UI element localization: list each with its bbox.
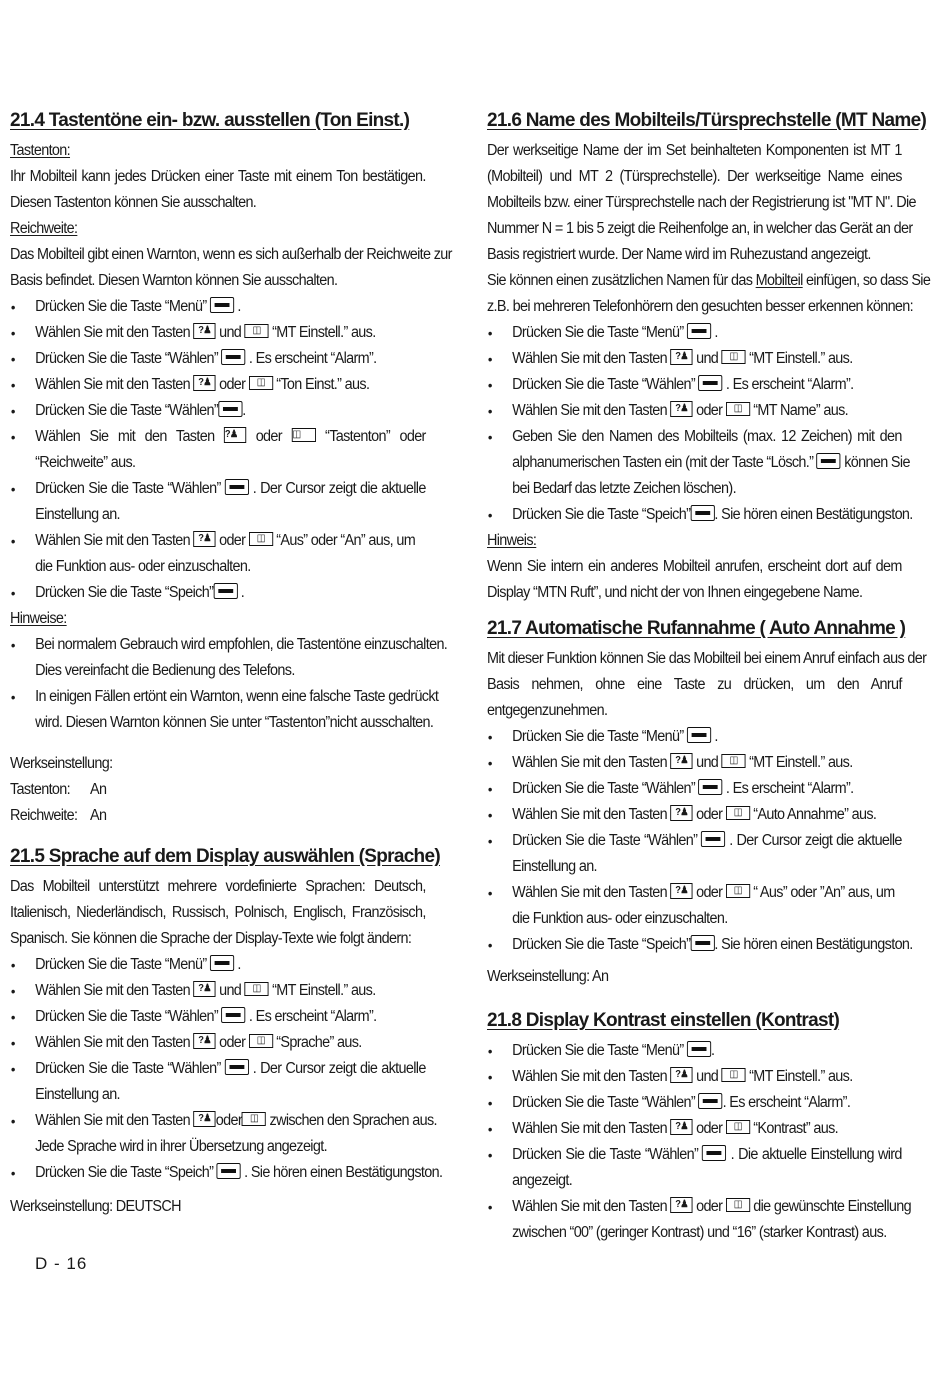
list-item-text: Wählen Sie mit den Tasten [35,1112,191,1129]
section-21-4-title: 21.4 Tastentöne ein- bzw. ausstellen (Ton Einst.) [10,110,410,131]
paragraph-line: Diesen Tastenton können Sie ausschalten. [10,194,257,211]
paragraph-line: Wenn Sie intern ein anderes Mobilteil anrufen, erscheint dort auf dem [487,558,902,575]
list-item-text: Drücken Sie die Taste “Menü” [512,728,684,745]
phonebook-up-icon: ?♟ [670,805,692,821]
list-item-text: oder [219,532,246,549]
list-item-text: und [696,1068,719,1085]
bullet-icon: • [10,1035,15,1051]
list-item [10,632,448,658]
list-item [487,1116,902,1142]
list-item-text: Wählen Sie mit den Tasten [512,1198,668,1215]
factory-setting-row [10,803,426,829]
list-item-text: Drücken Sie die Taste “Wählen” [512,1146,699,1163]
menu-key-icon [213,583,237,599]
phonebook-up-icon: ?♟ [193,981,215,997]
menu-key-icon [687,727,711,743]
list-item-text: Wählen Sie mit den Tasten [35,1034,191,1051]
list-item [10,684,439,710]
paragraph-line [487,268,931,294]
paragraph-line: Nummer N = 1 bis 5 zeigt die Reihenfolge an, in welcher das Gerät an der [487,220,913,237]
paragraph-line: Basis nehmen, ohne eine Taste zu drücken, um den Anruf [487,676,902,693]
paragraph-line: Basis befindet. Diesen Warnton können Sie ausschalten. [10,272,338,289]
book-down-icon: ◫ [726,402,750,416]
book-down-icon: ◫ [242,1112,266,1126]
book-down-icon: ◫ [726,884,750,898]
list-item-text: Wählen Sie mit den Tasten [35,324,191,341]
book-down-icon: ◫ [249,532,273,546]
bullet-icon: • [10,481,15,497]
menu-key-icon [690,505,714,521]
paragraph-line: (Mobilteil) und MT 2 (Türsprechstelle). Der werkseitige Name eines [487,168,902,185]
menu-key-icon [218,401,242,417]
list-item-text: Drücken Sie die Taste “Wählen” [512,1094,696,1111]
bullet-icon: • [487,1199,492,1215]
list-item-text: Drücken Sie die Taste “Speich” [512,506,691,523]
bullet-icon: • [487,1095,492,1111]
list-item: • Drücken Sie die Taste “Menü” . [10,952,426,978]
menu-key-icon [221,1007,245,1023]
book-down-icon: ◫ [291,428,315,442]
factory-setting-row [10,777,426,803]
bullet-icon: • [487,885,492,901]
list-item-continuation: die Funktion aus- oder einzuschalten. [35,558,251,575]
list-item-continuation: Dies vereinfacht die Bedienung des Telefons. [35,662,295,679]
bullet-icon: • [10,299,15,315]
menu-key-icon [690,935,714,951]
list-item-continuation: zwischen “00” (geringer Kontrast) und “16” (starker Kontrast) aus. [512,1224,887,1241]
menu-key-icon [225,1059,249,1075]
phonebook-up-icon: ?♟ [670,401,692,417]
phonebook-up-icon: ?♟ [224,427,246,443]
list-item-text: oder [696,402,723,419]
factory-setting-label: Werkseinstellung: [10,755,113,772]
list-item-text: Drücken Sie die Taste “Wählen” [35,350,219,367]
paragraph-text: Mobilteil [755,272,803,289]
paragraph-line: entgegenzunehmen. [487,702,608,719]
book-down-icon: ◫ [245,324,269,338]
list-item-text: . Es erscheint “Alarm”. [725,376,854,393]
book-down-icon: ◫ [245,982,269,996]
menu-key-icon [698,375,722,391]
bullet-icon: • [10,689,15,705]
list-item-continuation: angezeigt. [512,1172,573,1189]
list-item-text: “MT Einstell.” aus. [272,982,376,999]
bullet-icon: • [10,351,15,367]
menu-key-icon [687,323,711,339]
bullet-icon: • [487,1043,492,1059]
bullet-icon: • [487,833,492,849]
list-item-text: oder [696,1120,723,1137]
list-item [487,1142,902,1168]
list-item-text: “ Aus” oder ”An” aus, um [753,884,895,901]
list-item-text: Drücken Sie die Taste “Wählen” [35,1060,221,1077]
bullet-icon: • [487,403,492,419]
paragraph-line: z.B. bei mehreren Telefonhörern den gesuchten besser erkennen können: [487,298,914,315]
list-item-continuation: Einstellung an. [35,1086,120,1103]
list-item-text: Drücken Sie die Taste “Menü” [512,1042,684,1059]
bullet-icon: • [487,755,492,771]
menu-key-icon [221,349,245,365]
list-item-text: Wählen Sie mit den Tasten [512,350,668,367]
phonebook-up-icon: ?♟ [670,753,692,769]
phonebook-up-icon: ?♟ [670,1197,692,1213]
list-item-text: alphanumerischen Tasten ein (mit der Taste “Lösch.” [512,454,814,471]
bullet-icon: • [10,429,15,445]
list-item-continuation [487,450,910,476]
list-item-text: Drücken Sie die Taste “Wählen” [35,402,219,419]
paragraph-line: Das Mobilteil gibt einen Warnton, wenn es sich außerhalb der Reichweite zur [10,246,452,263]
list-item [487,424,902,450]
section-21-6-title: 21.6 Name des Mobilteils/Türsprechstelle (MT Name) [487,110,927,131]
menu-key-icon [817,453,841,469]
left-column [10,108,457,1220]
bullet-icon: • [10,637,15,653]
list-item-text: oder [219,1034,246,1051]
list-item-text: “Aus” oder “An” aus, um [276,532,416,549]
list-item-continuation: wird. Diesen Warnton können Sie unter “Tastenton”nicht ausschalten. [35,714,434,731]
bullet-icon: • [487,429,492,445]
list-item [10,320,426,346]
phonebook-up-icon: ?♟ [193,323,215,339]
bullet-icon: • [10,403,15,419]
list-item-text: die gewünschte Einstellung [753,1198,912,1215]
subheading-hinweise: Hinweise: [10,610,67,627]
bullet-icon: • [10,1165,15,1181]
list-item-text: Wählen Sie mit den Tasten [512,884,668,901]
list-item-text: Wählen Sie mit den Tasten [512,754,668,771]
list-item-text: oder [696,806,723,823]
paragraph-line: Ihr Mobilteil kann jedes Drücken einer Taste mit einem Ton bestätigen. [10,168,426,185]
list-item-text: und [696,350,719,367]
paragraph-line: Display “MTN Ruft”, und nicht der von Ihnen eingegebene Name. [487,584,863,601]
list-item-continuation: Einstellung an. [35,506,120,523]
list-item-text: . Sie hören einen Bestätigungston. [714,506,913,523]
phonebook-up-icon: ?♟ [193,1111,215,1127]
list-item-text: Drücken Sie die Taste “Speich” [512,936,691,953]
paragraph-text: einfügen, so dass Sie [806,272,931,289]
book-down-icon: ◫ [726,1198,750,1212]
list-item [10,1160,443,1186]
list-item-text: . Sie hören einen Bestätigungston. [714,936,913,953]
list-item-text: Wählen Sie mit den Tasten [512,402,668,419]
list-item: • Drücken Sie die Taste “Wählen” . [10,398,426,424]
list-item-text: “Tastenton” oder [325,428,426,445]
bullet-icon: • [10,1061,15,1077]
list-item [10,1004,426,1030]
list-item [10,1108,437,1134]
menu-key-icon [210,955,234,971]
setting-value: An [89,781,107,798]
list-item-text: “MT Einstell.” aus. [749,1068,853,1085]
list-item [487,1090,902,1116]
list-item [487,502,913,528]
subheading-hinweis: Hinweis: [487,532,537,549]
list-item [487,346,902,372]
bullet-icon: • [10,957,15,973]
paragraph-line: Basis registriert wurde. Der Name wird im Ruhezustand angezeigt. [487,246,871,263]
section-21-7-title: 21.7 Automatische Rufannahme ( Auto Annahme ) [487,618,906,639]
section-21-5-title: 21.5 Sprache auf dem Display auswählen (Sprache) [10,846,440,867]
bullet-icon: • [487,1147,492,1163]
book-down-icon: ◫ [722,754,746,768]
list-item-text: Wählen Sie mit den Tasten [35,532,191,549]
book-down-icon: ◫ [249,376,273,390]
list-item-text: Drücken Sie die Taste “Wählen” [512,832,698,849]
list-item [487,398,902,424]
phonebook-up-icon: ?♟ [670,349,692,365]
list-item [487,880,902,906]
list-item-text: Wählen Sie mit den Tasten [35,982,191,999]
bullet-icon: • [487,781,492,797]
list-item-text: . Der Cursor zeigt die aktuelle [729,832,902,849]
bullet-icon: • [10,1009,15,1025]
paragraph-line: Spanisch. Sie können die Sprache der Display-Texte wie folgt ändern: [10,930,412,947]
menu-key-icon [698,779,722,795]
list-item-continuation: Jede Sprache wird in ihrer Übersetzung angezeigt. [35,1138,327,1155]
paragraph-line: Italienisch, Niederländisch, Russisch, Polnisch, Englisch, Französisch, [10,904,426,921]
list-item-text: Drücken Sie die Taste “Menü” [35,956,207,973]
phonebook-up-icon: ?♟ [193,1033,215,1049]
list-item-text: “MT Name” aus. [753,402,848,419]
list-item-text: Drücken Sie die Taste “Menü” [35,298,207,315]
right-column [487,108,933,1246]
paragraph-text: Sie können einen zusätzlichen Namen für das [487,272,753,289]
menu-key-icon [698,1093,722,1109]
list-item-text: “MT Einstell.” aus. [272,324,376,341]
list-item-text: oder [696,884,723,901]
list-item-text: Drücken Sie die Taste “Speich” [35,1164,214,1181]
list-item-text: . Es erscheint “Alarm”. [725,780,854,797]
list-item-text: . Es erscheint “Alarm”. [722,1094,851,1111]
list-item-continuation: Einstellung an. [512,858,597,875]
bullet-icon: • [10,585,15,601]
list-item [487,750,902,776]
list-item-text: . Es erscheint “Alarm”. [248,350,377,367]
subheading-reichweite: Reichweite: [10,220,78,237]
menu-key-icon [702,1145,726,1161]
list-item [10,346,426,372]
list-item-text: Drücken Sie die Taste “Menü” [512,324,684,341]
book-down-icon: ◫ [722,1068,746,1082]
list-item-text: können Sie [844,454,910,471]
list-item-text: “Ton Einst.” aus. [276,376,370,393]
list-item-text: Drücken Sie die Taste “Wählen” [512,376,696,393]
list-item-text: Wählen Sie mit den Tasten [35,376,191,393]
paragraph-line: Mobilteils bzw. einer Türsprechstelle nach der Registrierung ist "MT N". Die [487,194,916,211]
list-item [487,1064,902,1090]
bullet-icon: • [487,1069,492,1085]
list-item-text: oder [219,376,246,393]
list-item-text: . Sie hören einen Bestätigungston. [244,1164,443,1181]
list-item: • Drücken Sie die Taste “Menü” . [487,320,902,346]
phonebook-up-icon: ?♟ [670,1067,692,1083]
setting-key: Tastenton: [10,781,71,798]
list-item [487,932,913,958]
list-item-text: oder [255,428,282,445]
factory-setting-label: Werkseinstellung: An [487,968,609,985]
list-item-text: Geben Sie den Namen des Mobilteils (max. 12 Zeichen) mit den [512,428,902,445]
bullet-icon: • [487,325,492,341]
menu-key-icon [701,831,725,847]
list-item-text: Bei normalem Gebrauch wird empfohlen, die Tastentöne einzuschalten. [35,636,448,653]
bullet-icon: • [10,983,15,999]
list-item-text: und [219,324,242,341]
paragraph-line: Das Mobilteil unterstützt mehrere vordefinierte Sprachen: Deutsch, [10,878,426,895]
list-item: • Drücken Sie die Taste “Speich” . [10,580,426,606]
list-item-text: . Es erscheint “Alarm”. [248,1008,377,1025]
list-item-text: Drücken Sie die Taste “Wählen” [35,1008,219,1025]
list-item [10,528,426,554]
menu-key-icon [210,297,234,313]
list-item-text: . Der Cursor zeigt die aktuelle [252,1060,426,1077]
list-item-text: Wählen Sie mit den Tasten [35,428,215,445]
list-item-continuation: die Funktion aus- oder einzuschalten. [512,910,728,927]
book-down-icon: ◫ [726,1120,750,1134]
factory-setting-label: Werkseinstellung: DEUTSCH [10,1198,181,1215]
list-item-text: “MT Einstell.” aus. [749,754,853,771]
list-item [487,372,902,398]
list-item-text: “MT Einstell.” aus. [749,350,853,367]
bullet-icon: • [487,807,492,823]
list-item [10,372,426,398]
list-item [10,424,426,450]
list-item: • Drücken Sie die Taste “Menü” . [487,724,902,750]
bullet-icon: • [10,1113,15,1129]
list-item-text: Drücken Sie die Taste “Wählen” [512,780,696,797]
list-item-text: und [219,982,242,999]
list-item [487,802,902,828]
list-item-text: zwischen den Sprachen aus. [269,1112,437,1129]
bullet-icon: • [487,507,492,523]
book-down-icon: ◫ [249,1034,273,1048]
paragraph-line: Mit dieser Funktion können Sie das Mobilteil bei einem Anruf einfach aus der [487,650,927,667]
list-item-text: und [696,754,719,771]
list-item [10,476,426,502]
list-item-text: “Sprache” aus. [276,1034,362,1051]
bullet-icon: • [487,377,492,393]
list-item [10,978,426,1004]
list-item-text: Wählen Sie mit den Tasten [512,806,668,823]
list-item-text: Wählen Sie mit den Tasten [512,1068,668,1085]
list-item-continuation: bei Bedarf das letzte Zeichen löschen). [512,480,736,497]
list-item-text: Drücken Sie die Taste “Wählen” [35,480,221,497]
list-item: • Drücken Sie die Taste “Menü” . [10,294,426,320]
list-item-text: . Die aktuelle Einstellung wird [730,1146,902,1163]
list-item-text: . Der Cursor zeigt die aktuelle [252,480,426,497]
list-item-text: In einigen Fällen ertönt ein Warnton, wenn eine falsche Taste gedrückt [35,688,439,705]
book-down-icon: ◫ [726,806,750,820]
list-item-text: Drücken Sie die Taste “Speich” [35,584,214,601]
menu-key-icon [225,479,249,495]
bullet-icon: • [487,351,492,367]
list-item [10,1056,426,1082]
bullet-icon: • [10,533,15,549]
list-item [487,828,902,854]
list-item [487,1194,912,1220]
book-down-icon: ◫ [722,350,746,364]
bullet-icon: • [10,377,15,393]
bullet-icon: • [487,937,492,953]
phonebook-up-icon: ?♟ [193,531,215,547]
phonebook-up-icon: ?♟ [670,883,692,899]
phonebook-up-icon: ?♟ [193,375,215,391]
list-item [487,776,902,802]
subheading-tastenton: Tastenton: [10,142,71,159]
phonebook-up-icon: ?♟ [670,1119,692,1135]
list-item-continuation: “Reichweite” aus. [35,454,136,471]
bullet-icon: • [487,1121,492,1137]
menu-key-icon [687,1041,711,1057]
menu-key-icon [217,1163,241,1179]
setting-key: Reichweite: [10,807,78,824]
bullet-icon: • [10,325,15,341]
setting-value: An [89,807,107,824]
list-item: • Drücken Sie die Taste “Menü” . [487,1038,902,1064]
list-item [10,1030,426,1056]
list-item-text: oder [696,1198,723,1215]
bullet-icon: • [487,729,492,745]
list-item-text: “Kontrast” aus. [753,1120,839,1137]
list-item-text: Wählen Sie mit den Tasten [512,1120,668,1137]
paragraph-line: Der werkseitige Name der im Set beinhalteten Komponenten ist MT 1 [487,142,902,159]
page-number: D - 16 [35,1254,88,1273]
list-item-text: oder [215,1112,242,1129]
section-21-8-title: 21.8 Display Kontrast einstellen (Kontrast) [487,1010,840,1031]
list-item-text: “Auto Annahme” aus. [753,806,877,823]
